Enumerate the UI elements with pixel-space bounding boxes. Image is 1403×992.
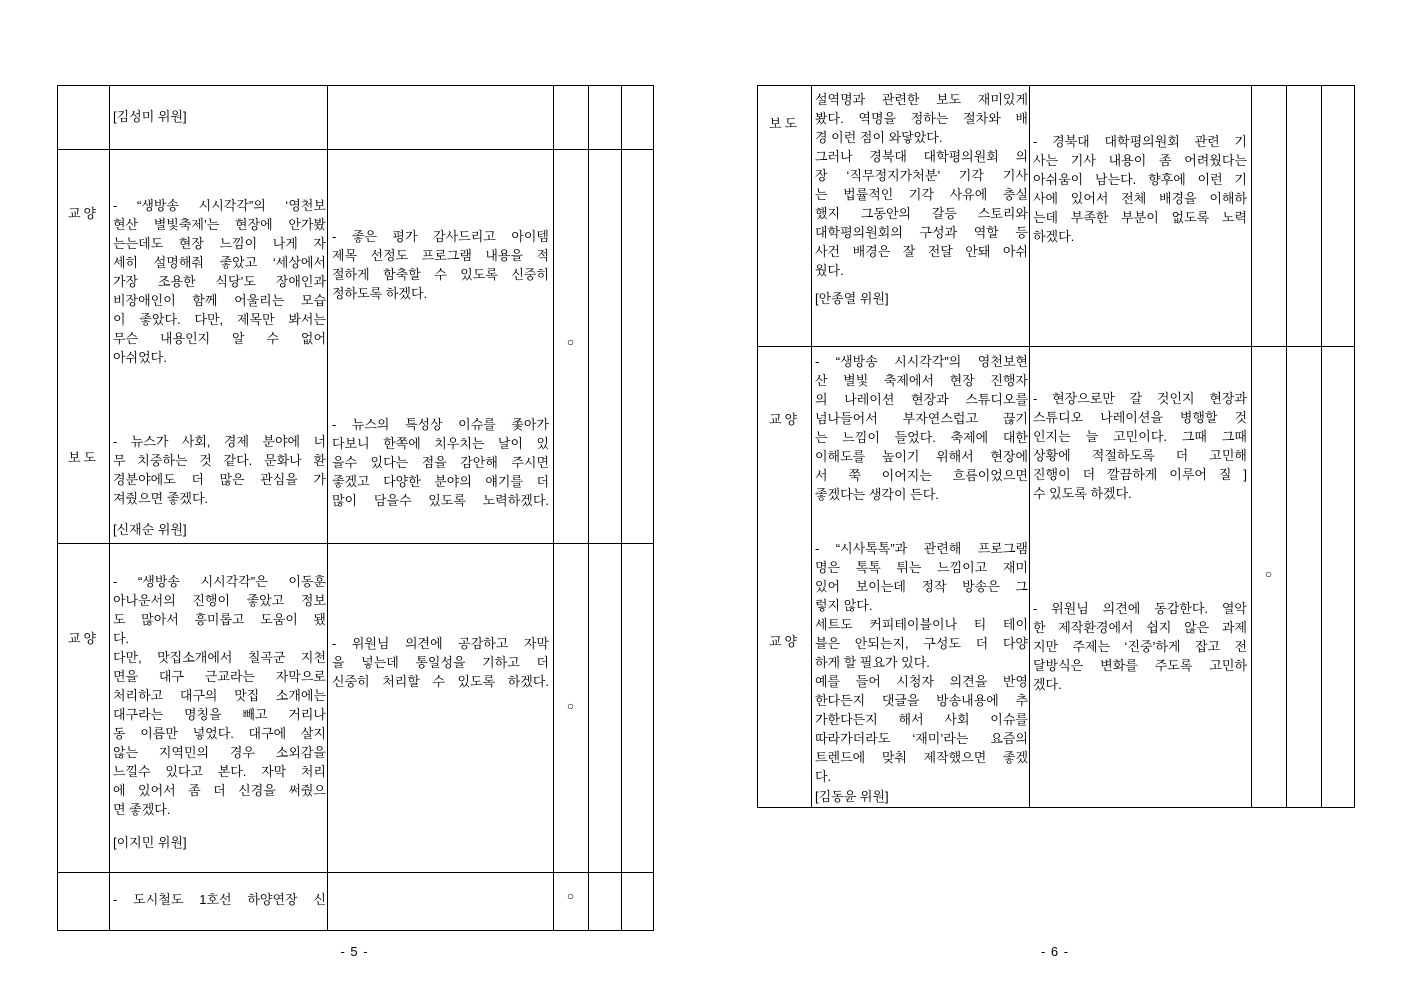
opinion-text: - 뉴스가 사회, 경제 분야에 너 무 치중하는 것 같다. 문화나 환 경분야에도 더 많은 관심을 가 져줬으면 좋겠다. <box>113 434 326 506</box>
response-text: - 좋은 평가 감사드리고 아이템 제목 선정도 프로그램 내용을 적 절하게 함축할 수 있도록 신중히 정하도록 하겠다. <box>332 229 549 301</box>
category-label-bodo: 보도 <box>67 450 100 465</box>
page-5-table <box>57 85 654 931</box>
page-6-table <box>757 85 1355 808</box>
committee-signature: [이지민 위원] <box>113 835 187 850</box>
column-divider <box>1029 86 1030 807</box>
row-divider <box>58 149 653 150</box>
check-mark: ○ <box>1264 567 1273 581</box>
category-label-kyoyang: 교양 <box>67 631 100 646</box>
row-divider <box>58 543 653 544</box>
response-text: - 현장으로만 갈 것인지 현장과 스튜디오 나레이션을 병행할 것 인지는 늘 고민이다. 그때 그때 상황에 적절하도록 더 고민해 진행이 더 깔끔하게 이루어 질 ] 수 있도록 하겠다. <box>1033 391 1247 501</box>
column-divider <box>109 86 110 930</box>
row-divider <box>758 346 1354 347</box>
column-divider <box>621 86 622 930</box>
committee-signature: [안종열 위원] <box>815 291 889 306</box>
committee-signature: [신재순 위원] <box>113 522 187 537</box>
check-mark: ○ <box>566 889 575 903</box>
response-text: - 경북대 대학평의원회 관련 기 사는 기사 내용이 좀 어려웠다는 아쉬움이 남는다. 향후에 이런 기 사에 있어서 전체 배경을 이해하 는데 부족한 부분이 없도록 노력 하겠다. <box>1033 134 1247 244</box>
column-divider <box>1251 86 1252 807</box>
opinion-text: - “생방송 시시각각”의 영천보현 산 별빛 축제에서 현장 진행자 의 나레이션 현장과 스튜디오를 넘나들어서 부자연스럽고 끊기 는 느낌이 들었다. 축제에 대한 이해도를 높이기 위해서 현장에 서 쭉 이어지는 흐름이었으면 좋겠다는 생각이 든다. <box>815 354 1028 502</box>
column-divider <box>327 86 328 930</box>
column-divider <box>553 86 554 930</box>
opinion-text: - “생방송 시시각각”은 이동훈 아나운서의 진행이 좋았고 정보 도 많아서 흥미롭고 도움이 됐 다. 다만, 맛집소개에서 칠곡군 지천 면을 대구 근교라는 자막으로 처리하고 대구의 맛집 소개에는 대구라는 명칭을 빼고 거리나 동 이름만 넣었다. 대구에 살지 않는 지역민의 경우 소외감을 느낄수 있다고 본다. 자막 처리 에 있어서 좀 더 신경을 써줬으 면 좋겠다. <box>113 574 326 817</box>
opinion-text: - “시사톡톡”과 관련해 프로그램 명은 톡톡 튀는 느낌이고 재미 있어 보이는데 정작 방송은 그 렇지 않다. 세트도 커피테이블이나 티 테이 블은 안되는지, 구성도 더 다양 하게 할 필요가 있다. 예를 들어 시청자 의견을 반영 한다든지 댓글을 방송내용에 추 가한다든지 해서 사회 이슈를 따라가더라도 ‘재미’라는 요즘의 트렌드에 맞춰 제작했으면 좋겠 다. <box>815 541 1028 784</box>
committee-signature: [김성미 위원] <box>113 109 187 124</box>
committee-signature: [김동윤 위원] <box>815 789 889 804</box>
response-text: - 위원님 의견에 공감하고 자막 을 넣는데 통일성을 기하고 더 신중히 처리할 수 있도록 하겠다. <box>332 636 549 689</box>
opinion-text: 설역명과 관련한 보도 재미있게 봤다. 역명을 정하는 절차와 배 경 이런 점이 와닿았다. 그러나 경북대 대학평의원회 의 장 ‘직무정지가처분’ 기각 기사 는 법률적인 기각 사유에 충실 했지 그동안의 갈등 스토리와 대학평의원회의 구성과 역할 등 사건 배경은 잘 전달 안돼 아쉬 웠다. <box>815 92 1028 278</box>
row-divider <box>58 872 653 873</box>
column-divider <box>1321 86 1322 807</box>
category-label-kyoyang: 교양 <box>67 206 100 221</box>
column-divider <box>588 86 589 930</box>
category-label-bodo: 보도 <box>768 116 801 131</box>
check-mark: ○ <box>566 699 575 713</box>
category-label-kyoyang: 교양 <box>768 634 801 649</box>
column-divider <box>1286 86 1287 807</box>
response-text: - 위원님 의견에 동감한다. 열악 한 제작환경에서 쉽지 않은 과제 지만 주제는 ‘진중’하게 잡고 전 달방식은 변화를 주도록 고민하 겠다. <box>1033 601 1247 692</box>
category-label-kyoyang: 교양 <box>768 412 801 427</box>
check-mark: ○ <box>566 335 575 349</box>
opinion-text: - 도시철도 1호선 하양연장 신 <box>113 892 326 907</box>
page-number: - 6 - <box>1040 944 1070 959</box>
opinion-text: - “생방송 시시각각”의 ‘영천보 현산 별빛축제’는 현장에 안가봤 는는데도 현장 느낌이 나게 자 세히 설명해줘 좋았고 ‘세상에서 가장 조용한 식당’도 장애인과 비장애인이 함께 어울리는 모습 이 좋았다. 다만, 제목만 봐서는 무슨 내용인지 알 수 없어 아쉬었다. <box>113 198 326 365</box>
column-divider <box>811 86 812 807</box>
page-number: - 5 - <box>340 944 369 959</box>
response-text: - 뉴스의 특성상 이슈를 좇아가 다보니 한쪽에 치우치는 날이 있 을수 있다는 점을 감안해 주시면 좋겠고 다양한 분야의 얘기를 더 많이 담을수 있도록 노력하겠다. <box>332 417 549 508</box>
